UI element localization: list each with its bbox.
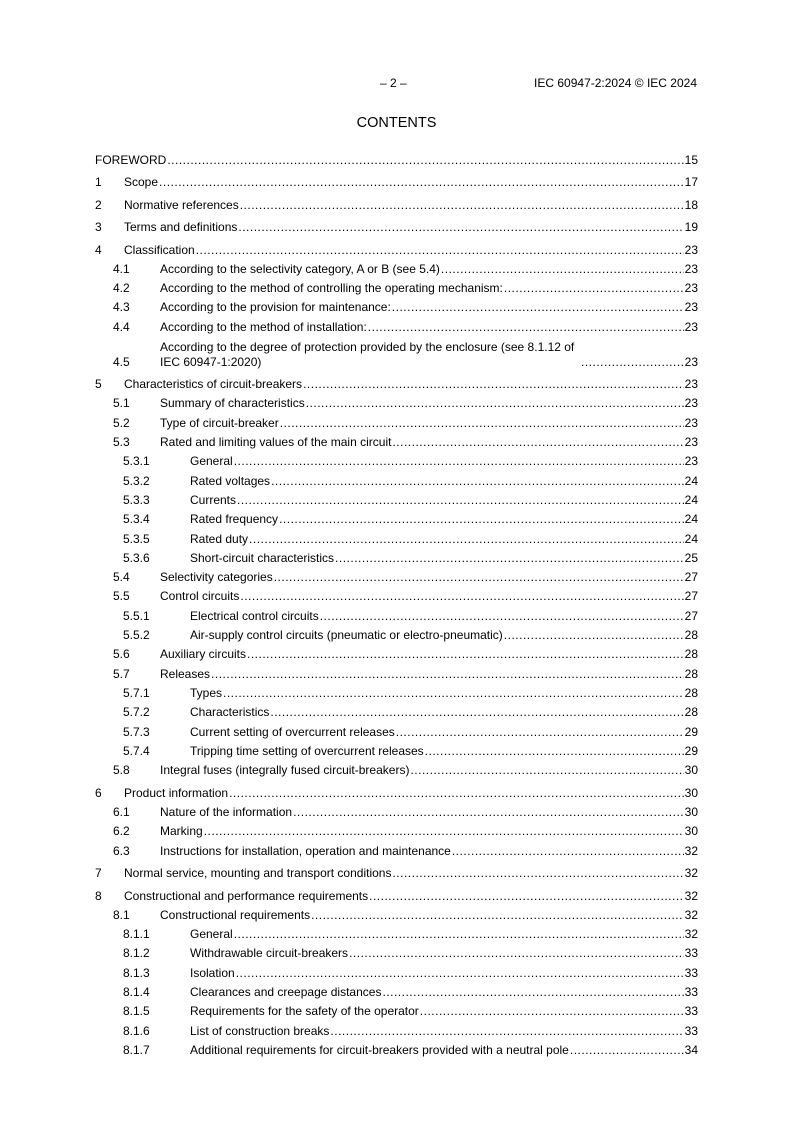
toc-entry-page: 27 bbox=[684, 608, 698, 623]
toc-entry-page: 32 bbox=[684, 866, 698, 881]
toc-entry[interactable] bbox=[95, 740, 698, 759]
toc-entry-title: Isolation bbox=[190, 965, 235, 980]
toc-leader-dots bbox=[504, 281, 684, 296]
toc-leader-dots bbox=[167, 153, 683, 168]
toc-entry[interactable] bbox=[95, 624, 698, 643]
toc-entry[interactable] bbox=[95, 720, 698, 739]
toc-entry-title: Product information bbox=[124, 785, 229, 800]
toc-entry[interactable] bbox=[95, 258, 698, 277]
toc-entry-title: Instructions for installation, operation and maintenance bbox=[160, 843, 451, 858]
toc-leader-dots bbox=[425, 744, 684, 759]
toc-entry-title: Selectivity categories bbox=[160, 570, 273, 585]
toc-entry-title: Releases bbox=[160, 666, 211, 681]
toc-leader-dots bbox=[392, 435, 683, 450]
toc-entry-page: 30 bbox=[684, 804, 698, 819]
toc-entry[interactable] bbox=[95, 859, 698, 882]
toc-entry-page: 23 bbox=[684, 377, 698, 392]
toc-leader-dots bbox=[159, 175, 684, 190]
toc-leader-dots bbox=[303, 377, 684, 392]
toc-leader-dots bbox=[204, 824, 684, 839]
toc-entry-page: 24 bbox=[684, 473, 698, 488]
toc-entry[interactable] bbox=[95, 1019, 698, 1038]
toc-leader-dots bbox=[211, 667, 684, 682]
contents-title: CONTENTS bbox=[356, 115, 437, 131]
toc-leader-dots bbox=[335, 551, 684, 566]
toc-leader-dots bbox=[280, 416, 684, 431]
toc-entry-title: Characteristics of circuit-breakers bbox=[124, 377, 303, 392]
toc-entry-page: 33 bbox=[684, 946, 698, 961]
toc-entry-title: Rated duty bbox=[190, 531, 249, 546]
toc-entry-number: 6.1 bbox=[113, 804, 130, 819]
toc-entry-page: 23 bbox=[684, 261, 698, 276]
toc-entry-title: Requirements for the safety of the operator bbox=[190, 1004, 419, 1019]
toc-entry-title: Terms and definitions bbox=[124, 220, 238, 234]
toc-entry-number: 5 bbox=[95, 377, 102, 392]
toc-entry[interactable] bbox=[95, 759, 698, 778]
toc-entry-title: Types bbox=[190, 685, 223, 700]
toc-entry-page: 23 bbox=[684, 319, 698, 334]
toc-entry[interactable] bbox=[95, 527, 698, 546]
toc-leader-dots bbox=[369, 889, 684, 904]
toc-leader-dots bbox=[311, 908, 684, 923]
toc-entry-page: 33 bbox=[684, 1004, 698, 1019]
toc-entry-page: 27 bbox=[684, 570, 698, 585]
toc-entry[interactable] bbox=[95, 469, 698, 488]
toc-leader-dots bbox=[223, 686, 684, 701]
toc-entry-number: 4 bbox=[95, 242, 102, 257]
toc-entry-page: 23 bbox=[684, 415, 698, 430]
toc-entry-number: 3 bbox=[95, 220, 102, 234]
toc-entry-page: 28 bbox=[684, 685, 698, 700]
toc-entry[interactable] bbox=[95, 411, 698, 430]
toc-entry-page: 27 bbox=[684, 589, 698, 604]
toc-entry-page: 34 bbox=[684, 1042, 698, 1057]
toc-entry[interactable] bbox=[95, 431, 698, 450]
toc-entry-number: 5.3 bbox=[113, 435, 130, 450]
toc-leader-dots bbox=[570, 1043, 684, 1058]
toc-leader-dots bbox=[382, 985, 683, 1000]
toc-entry-number: 5.8 bbox=[113, 763, 130, 778]
toc-entry-page: 23 bbox=[684, 454, 698, 469]
toc-entry-page: 28 bbox=[684, 666, 698, 681]
toc-entry-title: Classification bbox=[124, 242, 195, 257]
toc-leader-dots bbox=[279, 512, 684, 527]
toc-entry-title: Constructional requirements bbox=[160, 907, 311, 922]
toc-leader-dots bbox=[240, 589, 683, 604]
toc-entry[interactable] bbox=[95, 662, 698, 681]
toc-entry-number: 5.4 bbox=[113, 570, 130, 585]
toc-leader-dots bbox=[320, 609, 684, 624]
toc-entry-number: 8.1.1 bbox=[123, 927, 150, 942]
toc-leader-dots bbox=[306, 396, 684, 411]
toc-entry[interactable] bbox=[95, 508, 698, 527]
toc-entry-page: 24 bbox=[684, 531, 698, 546]
toc-entry-page: 33 bbox=[684, 965, 698, 980]
toc-entry-number: 5.3.1 bbox=[123, 454, 150, 469]
toc-entry[interactable] bbox=[95, 566, 698, 585]
toc-entry-title: Constructional and performance requirements bbox=[124, 888, 369, 903]
toc-entry-title: Summary of characteristics bbox=[160, 396, 305, 411]
toc-entry-title: Normative references bbox=[124, 197, 239, 212]
toc-entry[interactable] bbox=[95, 450, 698, 469]
toc-leader-dots bbox=[368, 320, 684, 335]
toc-entry-title: Current setting of overcurrent releases bbox=[190, 724, 395, 739]
toc-entry[interactable] bbox=[95, 881, 698, 904]
toc-entry-page: 25 bbox=[684, 550, 698, 565]
toc-leader-dots bbox=[196, 243, 684, 258]
toc-entry-title: General bbox=[190, 927, 233, 942]
toc-entry[interactable] bbox=[95, 335, 698, 370]
toc-leader-dots bbox=[234, 927, 684, 942]
toc-entry[interactable] bbox=[95, 839, 698, 858]
toc-entry-page: 32 bbox=[684, 888, 698, 903]
toc-entry-title: Withdrawable circuit-breakers bbox=[190, 946, 349, 961]
page-header bbox=[0, 76, 793, 92]
toc-entry-number: 5.6 bbox=[113, 647, 130, 662]
toc-leader-dots bbox=[229, 786, 684, 801]
toc-entry-page: 19 bbox=[684, 220, 698, 234]
toc-entry-number: 5.7.4 bbox=[123, 743, 150, 758]
toc-entry-page: 32 bbox=[684, 907, 698, 922]
toc-entry-page: 32 bbox=[684, 843, 698, 858]
toc-entry-page: 30 bbox=[684, 785, 698, 800]
toc-entry-page: 33 bbox=[684, 985, 698, 999]
toc-entry[interactable] bbox=[95, 961, 698, 980]
toc-entry-title: Scope bbox=[124, 175, 159, 189]
toc-leader-dots bbox=[330, 1024, 683, 1039]
toc-entry-number: 5.3.6 bbox=[123, 550, 150, 565]
toc-leader-dots bbox=[392, 866, 683, 881]
toc-entry-page: 15 bbox=[684, 152, 698, 167]
toc-entry-number: 5.3.2 bbox=[123, 473, 150, 488]
toc-entry-title: Type of circuit-breaker bbox=[160, 415, 279, 430]
toc-entry[interactable] bbox=[95, 168, 698, 191]
toc-entry-title: Marking bbox=[160, 824, 203, 839]
toc-leader-dots bbox=[234, 454, 684, 469]
toc-leader-dots bbox=[247, 647, 684, 662]
toc-entry-title: According to the method of controlling the operating mechanism: bbox=[160, 281, 503, 296]
toc-leader-dots bbox=[349, 946, 684, 961]
toc-entry-number: 4.4 bbox=[113, 319, 130, 334]
toc-entry-title: Air-supply control circuits (pneumatic or electro-pneumatic) bbox=[190, 628, 503, 643]
toc-entry-number: 5.5.1 bbox=[123, 608, 150, 623]
toc-entry[interactable] bbox=[95, 585, 698, 604]
toc-entry-page: 28 bbox=[684, 705, 698, 720]
toc-leader-dots bbox=[270, 705, 683, 720]
toc-entry-title: Currents bbox=[190, 492, 237, 507]
toc-entry-number: 1 bbox=[95, 175, 102, 189]
toc-entry-title: According to the degree of protection provided by the enclosure (see 8.1.12 of IEC 60947-1:2020) bbox=[160, 339, 575, 369]
toc-leader-dots bbox=[581, 355, 684, 370]
toc-leader-dots bbox=[271, 474, 684, 489]
toc-entry-title: Auxiliary circuits bbox=[160, 647, 247, 662]
toc-entry[interactable] bbox=[95, 923, 698, 942]
toc-entry-page: 29 bbox=[684, 743, 698, 758]
toc-leader-dots bbox=[504, 628, 684, 643]
toc-leader-dots bbox=[236, 966, 684, 981]
toc-leader-dots bbox=[410, 763, 683, 778]
toc-entry-title: Electrical control circuits bbox=[190, 608, 319, 623]
toc-entry[interactable] bbox=[95, 145, 698, 168]
toc-entry-page: 17 bbox=[684, 175, 698, 189]
toc-entry[interactable] bbox=[95, 392, 698, 411]
toc-entry-number: 5.3.4 bbox=[123, 512, 150, 527]
toc-entry-title: Rated voltages bbox=[190, 473, 271, 488]
toc-entry-number: 6.2 bbox=[113, 824, 130, 839]
toc-leader-dots bbox=[240, 198, 684, 213]
toc-entry-page: 33 bbox=[684, 1023, 698, 1038]
toc-entry-title: Short-circuit characteristics bbox=[190, 550, 335, 565]
toc-entry-page: 18 bbox=[684, 197, 698, 212]
toc-leader-dots bbox=[396, 725, 684, 740]
toc-entry[interactable] bbox=[95, 643, 698, 662]
toc-entry-number: 8.1.4 bbox=[123, 985, 150, 999]
toc-entry-page: 23 bbox=[684, 435, 698, 450]
toc-entry-title: Rated frequency bbox=[190, 512, 279, 527]
toc-entry-page: 24 bbox=[684, 512, 698, 527]
toc-entry-page: 23 bbox=[684, 281, 698, 296]
toc-entry-title: Rated and limiting values of the main circuit bbox=[160, 435, 392, 450]
toc-entry-page: 32 bbox=[684, 927, 698, 942]
toc-entry-number: 4.2 bbox=[113, 281, 130, 296]
toc-entry-number: 6 bbox=[95, 785, 102, 800]
toc-entry[interactable] bbox=[95, 820, 698, 839]
toc-entry-title: Nature of the information bbox=[160, 804, 293, 819]
toc-entry[interactable] bbox=[95, 981, 698, 1000]
toc-entry-number: 4.5 bbox=[113, 354, 130, 369]
toc-entry[interactable] bbox=[95, 904, 698, 923]
toc-entry-number: 5.7 bbox=[113, 666, 130, 681]
toc-entry[interactable] bbox=[95, 942, 698, 961]
toc-entry-page: 23 bbox=[684, 354, 698, 369]
toc-leader-dots bbox=[274, 570, 684, 585]
toc-entry[interactable] bbox=[95, 489, 698, 508]
toc-entry-number: 5.1 bbox=[113, 396, 130, 411]
toc-entry-number: 8.1 bbox=[113, 907, 130, 922]
toc-entry-title: FOREWORD bbox=[95, 152, 167, 167]
toc-entry-number: 5.7.1 bbox=[123, 685, 150, 700]
toc-leader-dots bbox=[420, 1004, 684, 1019]
toc-entry-number: 5.7.2 bbox=[123, 705, 150, 720]
toc-entry-title: Characteristics bbox=[190, 705, 270, 720]
toc-entry[interactable] bbox=[95, 1000, 698, 1019]
toc-entry-number: 8.1.5 bbox=[123, 1004, 150, 1019]
toc-entry-number: 8 bbox=[95, 888, 102, 903]
toc-entry[interactable] bbox=[95, 190, 698, 213]
toc-entry-title: According to the provision for maintenance: bbox=[160, 300, 391, 315]
toc-entry[interactable] bbox=[95, 315, 698, 334]
toc-entry-title: Normal service, mounting and transport conditions bbox=[124, 866, 392, 881]
toc-entry[interactable] bbox=[95, 277, 698, 296]
toc-entry-number: 5.2 bbox=[113, 415, 130, 430]
toc-entry-title: General bbox=[190, 454, 233, 469]
toc-leader-dots bbox=[238, 220, 683, 235]
toc-entry-number: 7 bbox=[95, 866, 102, 881]
toc-entry-number: 8.1.7 bbox=[123, 1042, 150, 1057]
table-of-contents bbox=[95, 145, 698, 1058]
toc-entry-title: Tripping time setting of overcurrent releases bbox=[190, 743, 424, 758]
toc-entry[interactable] bbox=[95, 370, 698, 393]
toc-entry-page: 28 bbox=[684, 628, 698, 643]
toc-entry-page: 30 bbox=[684, 763, 698, 778]
copyright-line: IEC 60947-2:2024 © IEC 2024 bbox=[534, 76, 697, 90]
toc-entry-page: 23 bbox=[684, 396, 698, 411]
toc-leader-dots bbox=[392, 300, 684, 315]
toc-entry-page: 30 bbox=[684, 824, 698, 839]
toc-entry-title: Additional requirements for circuit-breakers provided with a neutral pole bbox=[190, 1042, 569, 1057]
toc-entry-number: 2 bbox=[95, 197, 102, 212]
toc-entry-number: 6.3 bbox=[113, 843, 130, 858]
toc-entry-number: 4.3 bbox=[113, 300, 130, 315]
toc-entry-title: Control circuits bbox=[160, 589, 240, 604]
toc-entry-page: 29 bbox=[684, 724, 698, 739]
toc-entry-number: 8.1.3 bbox=[123, 965, 150, 980]
toc-leader-dots bbox=[237, 493, 684, 508]
toc-entry-page: 23 bbox=[684, 242, 698, 257]
toc-entry-page: 24 bbox=[684, 492, 698, 507]
toc-entry-title: According to the method of installation: bbox=[160, 319, 367, 334]
toc-entry[interactable] bbox=[95, 1039, 698, 1058]
toc-entry-number: 8.1.2 bbox=[123, 946, 150, 961]
toc-entry-number: 8.1.6 bbox=[123, 1023, 150, 1038]
toc-entry-title: Clearances and creepage distances bbox=[190, 985, 382, 999]
toc-entry-page: 28 bbox=[684, 647, 698, 662]
toc-entry-title: Integral fuses (integrally fused circuit-breakers) bbox=[160, 763, 410, 778]
toc-entry[interactable] bbox=[95, 778, 698, 801]
toc-leader-dots bbox=[452, 844, 684, 859]
toc-leader-dots bbox=[249, 532, 684, 547]
toc-entry-number: 5.5.2 bbox=[123, 628, 150, 643]
toc-entry[interactable] bbox=[95, 213, 698, 236]
toc-entry-title: According to the selectivity category, A or B (see 5.4) bbox=[160, 261, 440, 276]
toc-leader-dots bbox=[441, 262, 684, 277]
toc-entry-title: List of construction breaks bbox=[190, 1023, 330, 1038]
toc-entry[interactable] bbox=[95, 296, 698, 315]
toc-entry-number: 5.3.3 bbox=[123, 492, 150, 507]
toc-entry[interactable] bbox=[95, 235, 698, 258]
toc-entry-page: 23 bbox=[684, 300, 698, 315]
toc-entry-number: 5.7.3 bbox=[123, 724, 150, 739]
toc-entry[interactable] bbox=[95, 701, 698, 720]
page-number: – 2 – bbox=[380, 76, 407, 90]
toc-entry-number: 5.3.5 bbox=[123, 531, 150, 546]
toc-leader-dots bbox=[293, 805, 684, 820]
toc-entry[interactable] bbox=[95, 547, 698, 566]
toc-entry[interactable] bbox=[95, 682, 698, 701]
toc-entry[interactable] bbox=[95, 801, 698, 820]
toc-entry[interactable] bbox=[95, 604, 698, 623]
toc-entry-number: 5.5 bbox=[113, 589, 130, 604]
toc-entry-number: 4.1 bbox=[113, 261, 130, 276]
